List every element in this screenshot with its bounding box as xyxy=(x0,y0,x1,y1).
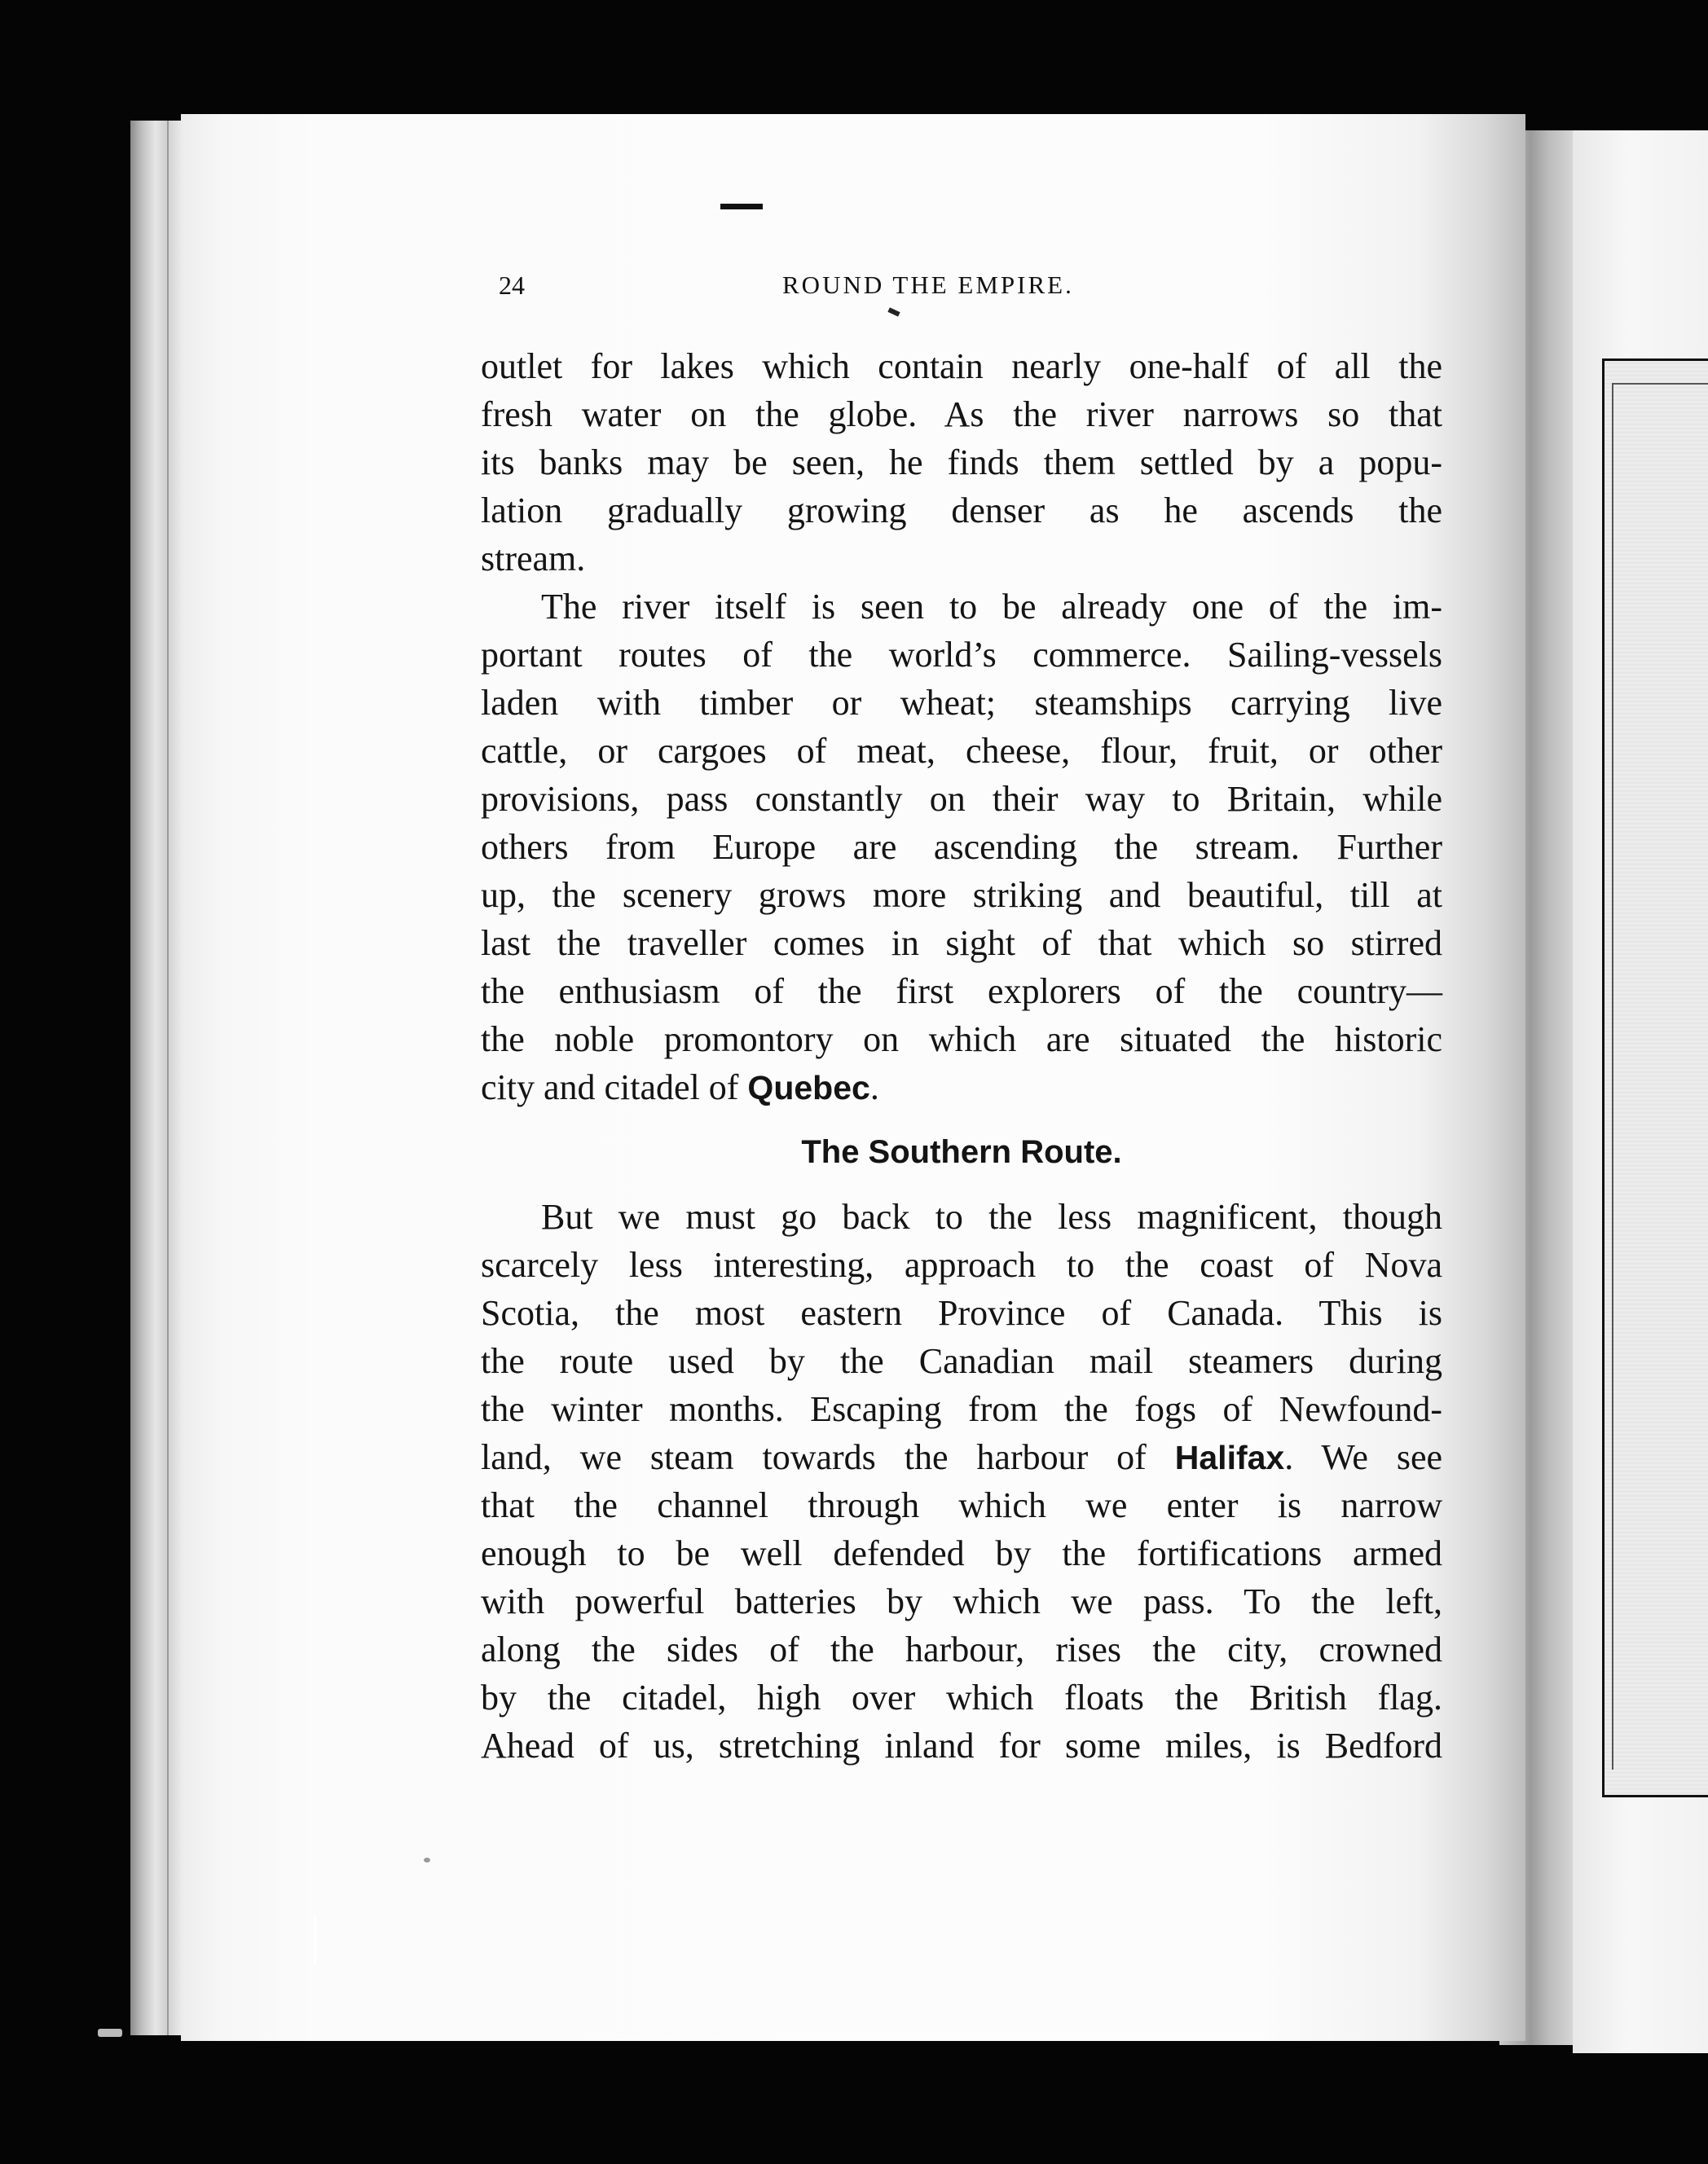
paper-scratch xyxy=(314,1915,316,1964)
facing-plate-inner xyxy=(1612,383,1708,1770)
text-line: up, the scenery grows more striking and beautiful, till at xyxy=(481,875,1442,915)
text-line: But we must go back to the less magnificent, though xyxy=(541,1197,1442,1237)
running-head xyxy=(499,270,1444,311)
text-line: lation gradually growing denser as he ascends the xyxy=(481,490,1442,530)
page-number: 24 xyxy=(499,270,525,300)
text-line: the winter months. Escaping from the fogs of Newfound- xyxy=(481,1389,1442,1429)
page-edge-line xyxy=(167,121,169,2035)
running-head-title: ROUND THE EMPIRE. xyxy=(782,270,1074,299)
printer-mark xyxy=(720,204,763,209)
text-line: provisions, pass constantly on their way to Britain, while xyxy=(481,779,1442,819)
text-line: that the channel through which we enter is narrow xyxy=(481,1485,1442,1525)
text-line: last the traveller comes in sight of that which so stirred xyxy=(481,923,1442,963)
dust-mark xyxy=(98,2029,122,2037)
paper-speck xyxy=(424,1858,430,1863)
text-line: laden with timber or wheat; steamships carrying live xyxy=(481,683,1442,723)
text-line: its banks may be seen, he finds them settled by a popu- xyxy=(481,442,1442,482)
text-fragment: . xyxy=(869,1067,879,1107)
text-line: fresh water on the globe. As the river narrows so that xyxy=(481,394,1442,434)
text-line: the enthusiasm of the first explorers of the country— xyxy=(481,971,1442,1011)
text-line: enough to be well defended by the fortifications armed xyxy=(481,1533,1442,1573)
text-line xyxy=(481,1063,1442,1111)
text-line: with powerful batteries by which we pass. To the left, xyxy=(481,1581,1442,1621)
text-line: Scotia, the most eastern Province of Canada. This is xyxy=(481,1293,1442,1333)
text-line: others from Europe are ascending the stream. Further xyxy=(481,827,1442,867)
text-line: The river itself is seen to be already one of the im- xyxy=(541,587,1442,627)
text-fragment: land, we steam towards the harbour of xyxy=(481,1437,1175,1477)
text-line: cattle, or cargoes of meat, cheese, flour, fruit, or other xyxy=(481,731,1442,771)
text-line: the route used by the Canadian mail steamers during xyxy=(481,1341,1442,1381)
text-fragment: city and citadel of xyxy=(481,1067,748,1107)
page-body xyxy=(481,342,1442,1770)
text-line: stream. xyxy=(481,539,586,578)
text-line: outlet for lakes which contain nearly one-half of all the xyxy=(481,346,1442,386)
text-line: Ahead of us, stretching inland for some miles, is Bedford xyxy=(481,1726,1442,1766)
place-name-quebec: Quebec xyxy=(747,1069,870,1106)
text-line: along the sides of the harbour, rises the city, crowned xyxy=(481,1630,1442,1669)
text-line xyxy=(481,1433,1442,1481)
text-line: scarcely less interesting, approach to the coast of Nova xyxy=(481,1245,1442,1285)
text-line: portant routes of the world’s commerce. Sailing-vessels xyxy=(481,635,1442,675)
section-heading: The Southern Route. xyxy=(801,1134,1122,1170)
text-line: by the citadel, high over which floats the British flag. xyxy=(481,1678,1442,1718)
text-line: the noble promontory on which are situated the historic xyxy=(481,1019,1442,1059)
place-name-halifax: Halifax xyxy=(1174,1439,1285,1476)
text-fragment: . We see xyxy=(1284,1437,1443,1477)
